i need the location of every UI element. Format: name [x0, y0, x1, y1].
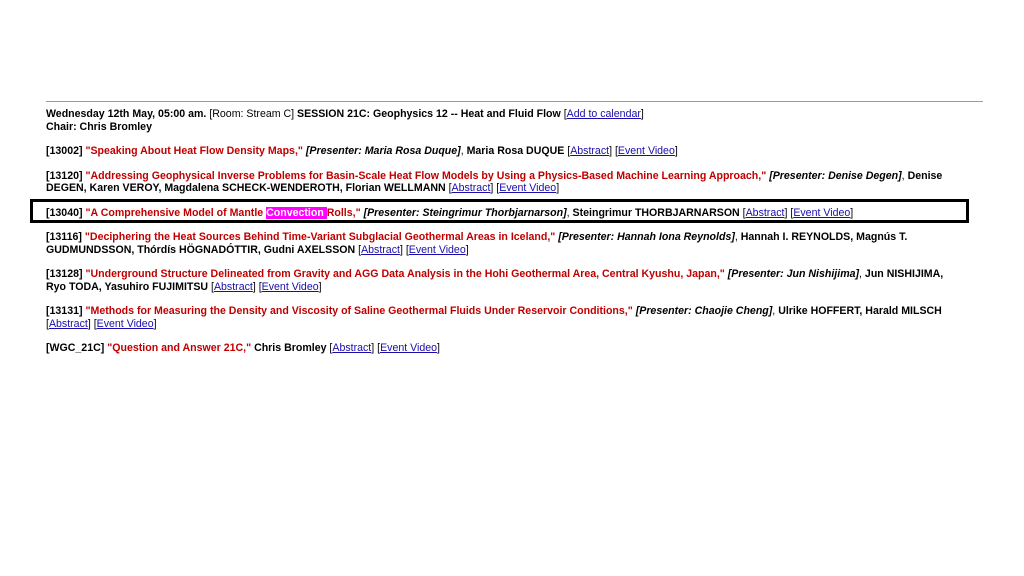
paper-title: "Addressing Geophysical Inverse Problems for Basin-Scale Heat Flow Models by Using a Physics-Based Machine Learning Approach,": [85, 169, 767, 182]
add-to-calendar-link[interactable]: Add to calendar: [566, 108, 641, 120]
paper-title: "Deciphering the Heat Sources Behind Time-Variant Subglacial Geothermal Areas in Iceland,": [84, 231, 556, 243]
paper-wgc-21c: [WGC_21C] "Question and Answer 21C," Chris Bromley [Abstract] [Event Video]: [46, 342, 440, 354]
paper-13128: [13128] "Underground Structure Delineated from Gravity and AGG Data Analysis in the Hohi Geothermal Area, Central Kyushu, Japan," [Presenter: Jun Nishijima], Jun NISHIJIMA, Ryo TODA, Yasuhiro FUJIMITSU [Abstract] [Event Video]: [46, 268, 944, 293]
event-video-link[interactable]: Event Video: [499, 182, 557, 194]
event-video-link[interactable]: Event Video: [408, 243, 466, 256]
paper-title: "Methods for Measuring the Density and Viscosity of Saline Geothermal Fluids Under Reservoir Conditions,": [85, 305, 633, 317]
session-room: [Room: Stream C]: [209, 108, 295, 120]
paper-authors: Ulrike HOFFERT, Harald MILSCH: [778, 305, 942, 317]
paper-authors: Jun NISHIJIMA, Ryo TODA, Yasuhiro FUJIMITSU: [46, 268, 944, 293]
session-datetime: Wednesday 12th May, 05:00 am.: [46, 108, 207, 120]
paper-presenter: [Presenter: Denise Degen]: [769, 169, 902, 182]
title-part: Rolls,": [326, 206, 361, 219]
paper-authors: Denise DEGEN, Karen VEROY, Magdalena SCHECK-WENDEROTH, Florian WELLMANN: [46, 169, 943, 194]
session-listing: [46, 108, 966, 355]
paper-code: [13040]: [46, 206, 83, 219]
abstract-link[interactable]: Abstract: [570, 145, 610, 157]
session-header: Wednesday 12th May, 05:00 am. [Room: Stream C] SESSION 21C: Geophysics 12 -- Heat and Fluid Flow [Add to calendar] Chair: Chris Bromley: [46, 108, 644, 133]
paper-presenter: [Presenter: Hannah Iona Reynolds]: [558, 231, 735, 243]
paper-code: [13002]: [46, 145, 83, 157]
paper-13120: [13120] "Addressing Geophysical Inverse Problems for Basin-Scale Heat Flow Models by Using a Physics-Based Machine Learning Approach," [Presenter: Denise Degen], Denise DEGEN, Karen VEROY, Magdalena SCHECK-WENDEROTH, Florian WELLMANN [Abstract] [Event Video]: [46, 169, 943, 194]
abstract-link[interactable]: Abstract: [361, 243, 400, 256]
paper-authors: Chris Bromley: [254, 342, 327, 354]
event-video-link[interactable]: Event Video: [617, 145, 675, 157]
paper-code: [13116]: [46, 231, 82, 243]
session-title: SESSION 21C: Geophysics 12 -- Heat and Fluid Flow: [297, 108, 561, 120]
paper-title: "Speaking About Heat Flow Density Maps,": [85, 145, 303, 157]
paper-code: [13120]: [46, 169, 83, 182]
paper-13131: [13131] "Methods for Measuring the Density and Viscosity of Saline Geothermal Fluids Under Reservoir Conditions," [Presenter: Chaojie Cheng], Ulrike HOFFERT, Harald MILSCH [Abstract] [Event Video]: [46, 305, 942, 330]
paper-13040: [13040] "A Comprehensive Model of Mantle Convection Rolls," [Presenter: Steingrimur Thorbjarnarson], Steingrimur THORBJARNARSON [Abstract] [Event Video]: [46, 206, 854, 219]
selection-highlight-box: [30, 199, 969, 223]
abstract-link[interactable]: Abstract: [332, 342, 372, 354]
paper-title: "Underground Structure Delineated from Gravity and AGG Data Analysis in the Hohi Geothermal Area, Central Kyushu, Japan,": [85, 268, 725, 280]
event-video-link[interactable]: Event Video: [261, 280, 319, 293]
paper-code: [WGC_21C]: [46, 342, 105, 354]
event-video-link[interactable]: Event Video: [380, 342, 438, 354]
paper-13002: [13002] "Speaking About Heat Flow Density Maps," [Presenter: Maria Rosa Duque], Maria Rosa DUQUE [Abstract] [Event Video]: [46, 145, 678, 157]
title-part: "A Comprehensive Model of Mantle: [85, 206, 267, 219]
paper-code: [13131]: [46, 305, 83, 317]
abstract-link[interactable]: Abstract: [745, 206, 785, 219]
event-video-link[interactable]: Event Video: [96, 317, 154, 330]
abstract-link[interactable]: Abstract: [48, 317, 88, 330]
abstract-link[interactable]: Abstract: [451, 182, 491, 194]
event-video-link[interactable]: Event Video: [793, 206, 851, 219]
paper-presenter: [Presenter: Jun Nishijima]: [727, 268, 860, 280]
paper-title: "Question and Answer 21C,": [107, 342, 252, 354]
paper-presenter: [Presenter: Steingrimur Thorbjarnarson]: [363, 206, 567, 219]
paper-authors: Maria Rosa DUQUE: [466, 145, 565, 157]
paper-authors: Hannah I. REYNOLDS, Magnús T. GUDMUNDSSON, Thórdís HÖGNADÓTTIR, Gudni AXELSSON: [46, 231, 908, 256]
paper-code: [13128]: [46, 268, 83, 280]
paper-13116: [13116] "Deciphering the Heat Sources Behind Time-Variant Subglacial Geothermal Areas in Iceland," [Presenter: Hannah Iona Reynolds], Hannah I. REYNOLDS, Magnús T. GUDMUNDSSON, Thórdís HÖGNADÓTTIR, Gudni AXELSSON [Abstract] [Event Video]: [46, 231, 908, 256]
paper-presenter: [Presenter: Maria Rosa Duque]: [305, 145, 461, 157]
paper-authors: Steingrimur THORBJARNARSON: [572, 206, 740, 219]
search-highlight: Convection: [266, 206, 327, 219]
top-divider: [46, 101, 983, 102]
session-chair: Chair: Chris Bromley: [46, 120, 152, 133]
abstract-link[interactable]: Abstract: [213, 280, 253, 293]
paper-presenter: [Presenter: Chaojie Cheng]: [635, 305, 773, 317]
